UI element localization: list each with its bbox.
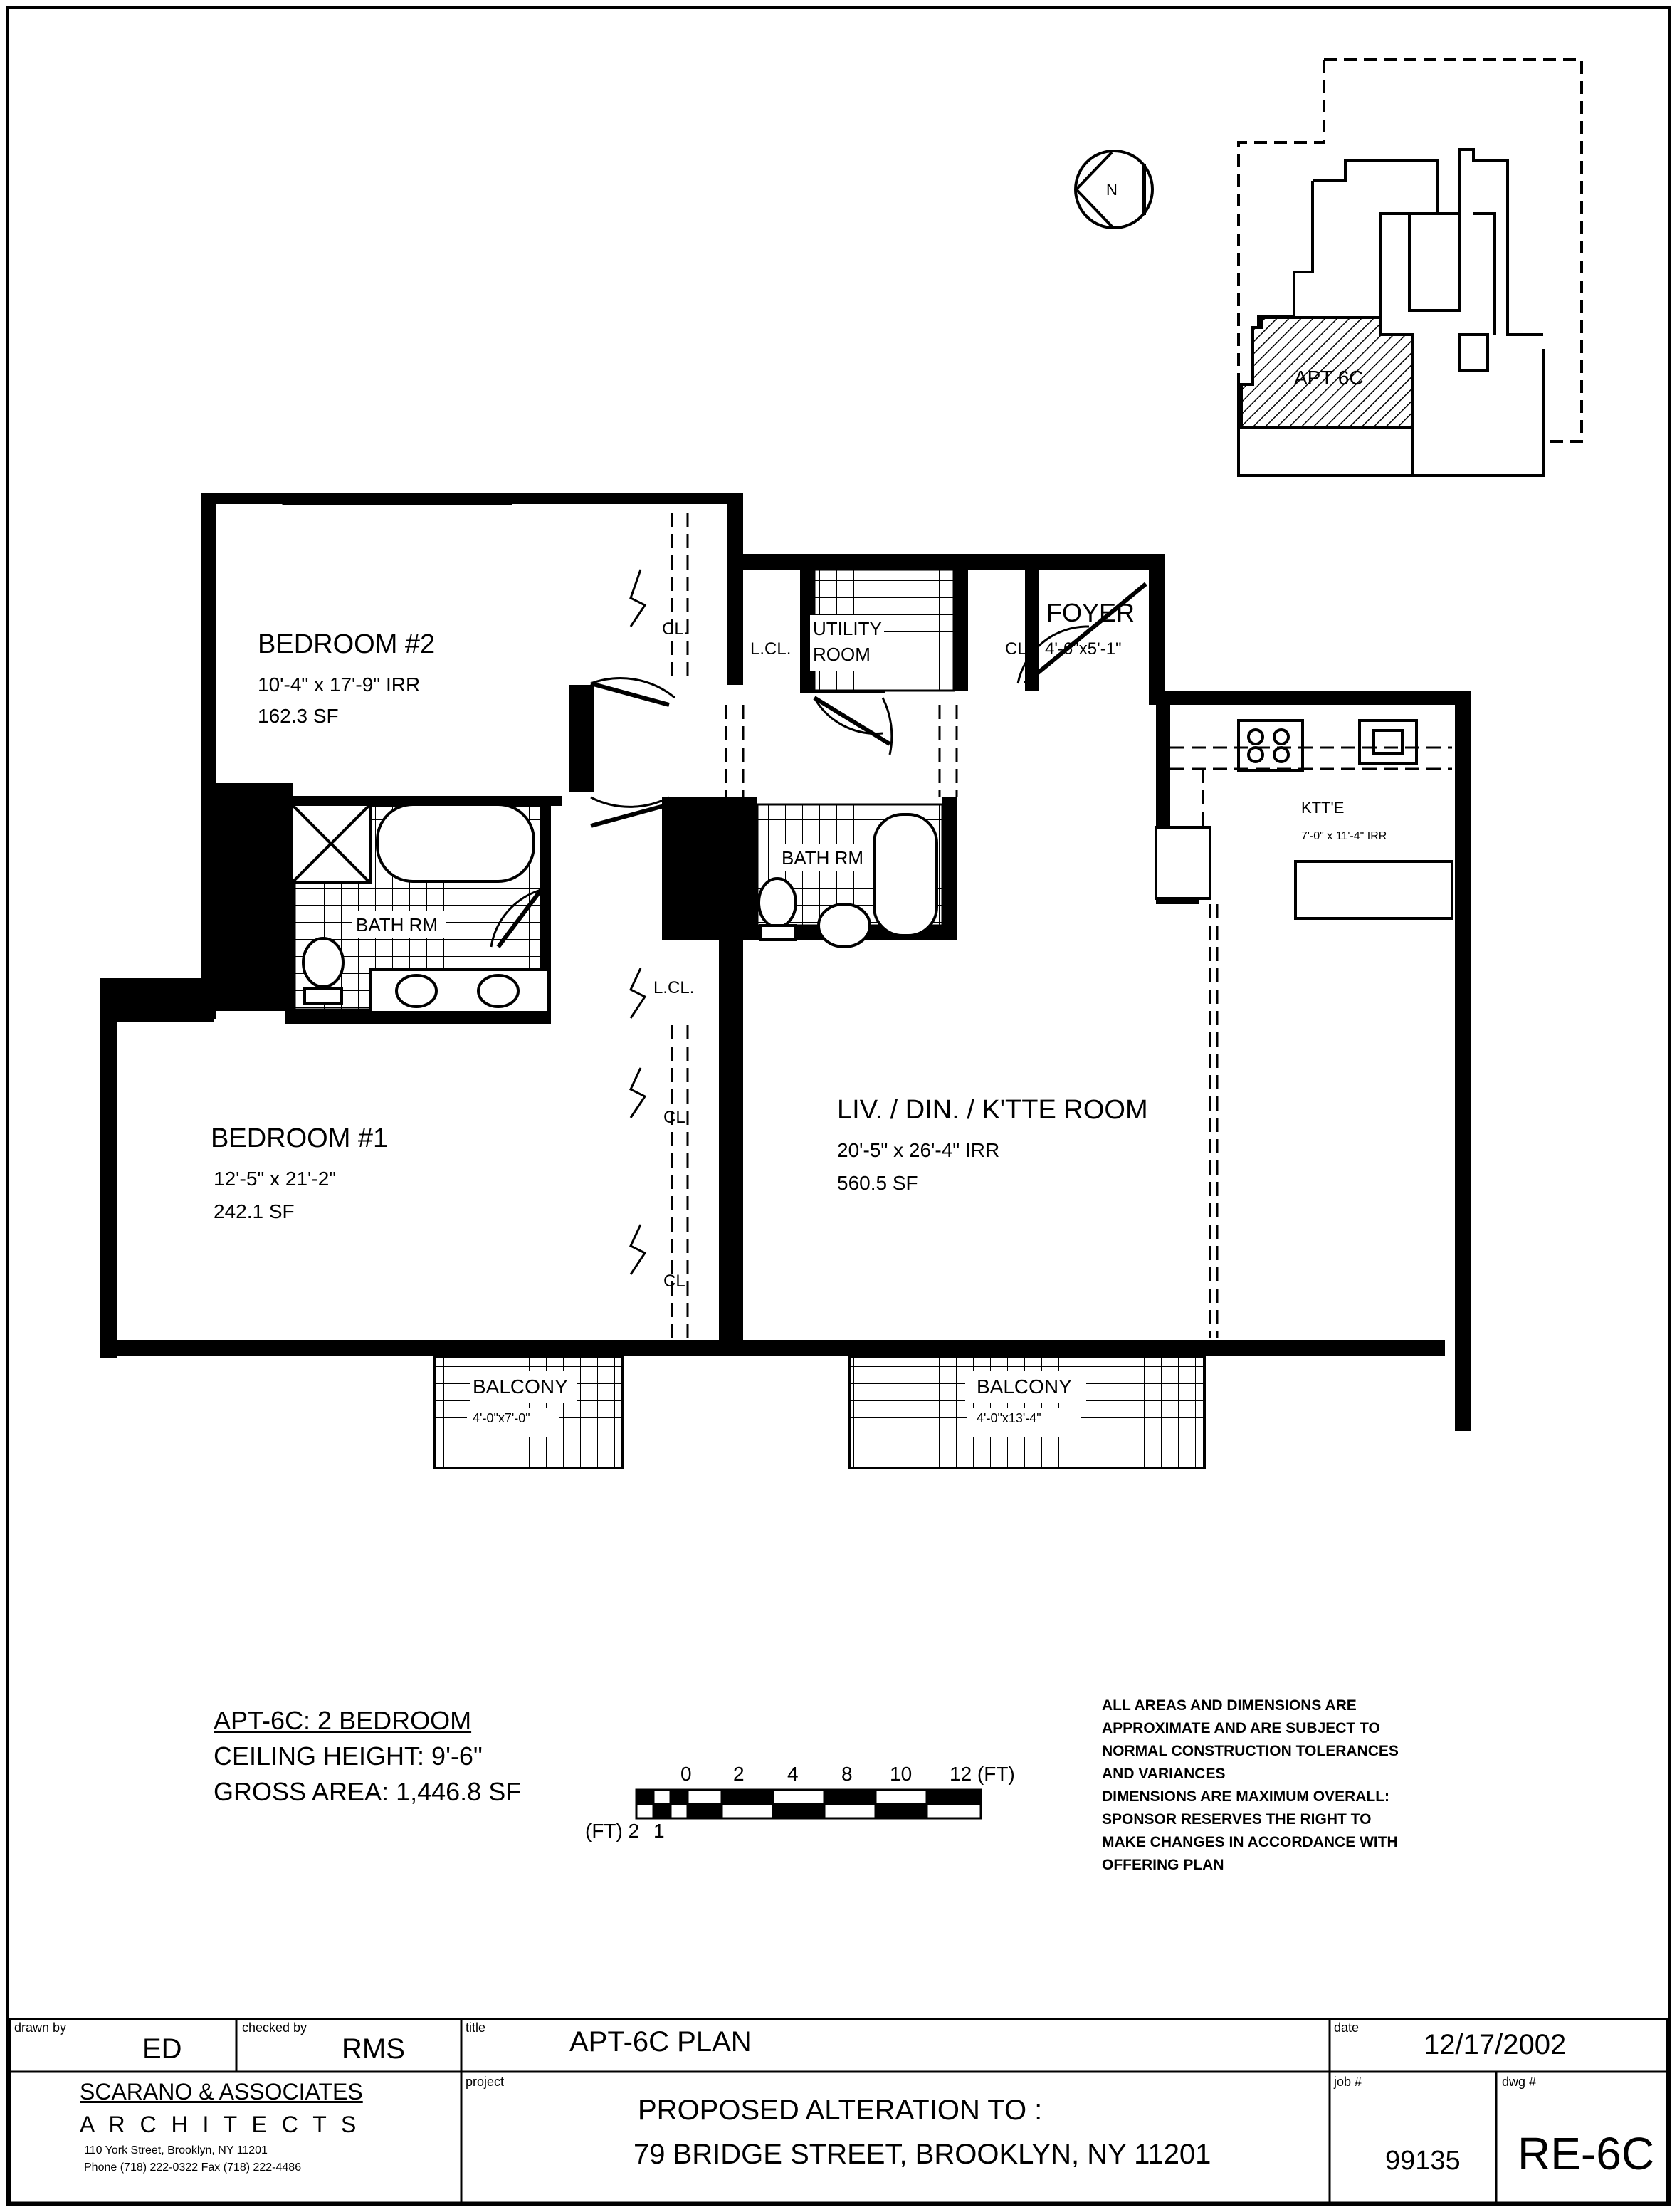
closet-label: CL. xyxy=(663,1272,690,1291)
balcony-small-dims: 4'-0"x7'-0" xyxy=(473,1411,530,1425)
project-line2: 79 BRIDGE STREET, BROOKLYN, NY 11201 xyxy=(634,2139,1211,2170)
linen-closet-label: L.CL. xyxy=(750,639,792,659)
bedroom2-dims: 10'-4" x 17'-9" IRR xyxy=(258,673,421,696)
balcony-large-name: BALCONY xyxy=(977,1375,1072,1398)
key-plan xyxy=(1239,60,1582,476)
scale-tick-label: 2 xyxy=(733,1763,745,1785)
checked-by-value: RMS xyxy=(342,2033,405,2065)
drawn-by-value: ED xyxy=(142,2033,182,2065)
scale-tick-label: 8 xyxy=(841,1763,853,1785)
closet-label: CL. xyxy=(662,619,689,639)
living-room-area: 560.5 SF xyxy=(837,1172,918,1194)
general-notes xyxy=(1102,1694,1399,1877)
scale-bar-graphic xyxy=(636,1790,981,1818)
bedroom2-area: 162.3 SF xyxy=(258,705,339,727)
living-room-name: LIV. / DIN. / K'TTE ROOM xyxy=(837,1095,1148,1125)
title-label: title xyxy=(466,2020,486,2035)
job-number: 99135 xyxy=(1385,2146,1461,2176)
balcony-large-dims: 4'-0"x13'-4" xyxy=(977,1411,1041,1425)
note-line: AND VARIANCES xyxy=(1102,1766,1226,1782)
dwg-label: dwg # xyxy=(1502,2075,1537,2089)
job-label: job # xyxy=(1334,2075,1362,2089)
firm-name: SCARANO & ASSOCIATES xyxy=(80,2079,363,2104)
date-label: date xyxy=(1334,2020,1360,2035)
scale-left-label: (FT) 2 xyxy=(585,1820,640,1842)
key-plan-label: APT 6C xyxy=(1294,367,1364,389)
kitchen-name: KTT'E xyxy=(1301,799,1345,817)
checked-by-label: checked by xyxy=(242,2020,307,2035)
note-line: NORMAL CONSTRUCTION TOLERANCES xyxy=(1102,1743,1399,1759)
balcony-small-name: BALCONY xyxy=(473,1375,568,1398)
note-line: DIMENSIONS ARE MAXIMUM OVERALL: xyxy=(1102,1788,1390,1805)
note-line: APPROXIMATE AND ARE SUBJECT TO xyxy=(1102,1720,1380,1736)
unit-gross-area: GROSS AREA: 1,446.8 SF xyxy=(214,1777,522,1806)
drawing-title: APT-6C PLAN xyxy=(569,2026,752,2058)
unit-ceiling-height: CEILING HEIGHT: 9'-6" xyxy=(214,1741,483,1771)
foyer-dims: 4'-6"x5'-1" xyxy=(1045,639,1122,659)
firm-phone: Phone (718) 222-0322 Fax (718) 222-4486 xyxy=(84,2161,302,2174)
closet-label: CL. xyxy=(1005,639,1032,659)
bedroom2-name: BEDROOM #2 xyxy=(258,629,436,659)
north-label: N xyxy=(1106,181,1118,199)
firm-type: A R C H I T E C T S xyxy=(80,2112,361,2137)
project-line1: PROPOSED ALTERATION TO : xyxy=(638,2095,1043,2126)
scale-tick-label: 10 xyxy=(890,1763,913,1785)
firm-address: 110 York Street, Brooklyn, NY 11201 xyxy=(84,2144,268,2156)
scale-tick-label: 12 (FT) xyxy=(950,1763,1015,1785)
utility-line1: UTILITY xyxy=(813,618,882,639)
project-label: project xyxy=(466,2075,505,2089)
unit-summary-title: APT-6C: 2 BEDROOM xyxy=(214,1706,472,1735)
bath1-name: BATH RM xyxy=(356,914,438,935)
drawing-date: 12/17/2002 xyxy=(1424,2029,1567,2060)
scale-tick-label: 0 xyxy=(680,1763,692,1785)
bedroom1-area: 242.1 SF xyxy=(214,1200,295,1222)
kitchen-dims: 7'-0" x 11'-4" IRR xyxy=(1301,830,1387,842)
ms-label: M.S. xyxy=(539,926,554,954)
linen-closet-label: L.CL. xyxy=(653,978,695,997)
note-line: OFFERING PLAN xyxy=(1102,1857,1224,1873)
bedroom1-name: BEDROOM #1 xyxy=(211,1123,389,1153)
unit-summary xyxy=(214,1703,521,1810)
drawn-by-label: drawn by xyxy=(14,2020,67,2035)
scale-tick-label: 4 xyxy=(787,1763,799,1785)
note-line: ALL AREAS AND DIMENSIONS ARE xyxy=(1102,1697,1357,1714)
note-line: MAKE CHANGES IN ACCORDANCE WITH xyxy=(1102,1834,1398,1850)
bedroom1-dims: 12'-5" x 21'-2" xyxy=(214,1168,337,1190)
balconies xyxy=(434,1357,1204,1468)
bath2-name: BATH RM xyxy=(782,847,864,869)
closet-label: CL. xyxy=(663,1108,690,1127)
dwg-number: RE-6C xyxy=(1518,2128,1655,2179)
utility-line2: ROOM xyxy=(813,644,871,665)
foyer-name: FOYER xyxy=(1046,598,1135,627)
living-room-dims: 20'-5" x 26'-4" IRR xyxy=(837,1139,1000,1161)
scale-left-tick: 1 xyxy=(653,1820,665,1842)
note-line: SPONSOR RESERVES THE RIGHT TO xyxy=(1102,1811,1372,1828)
